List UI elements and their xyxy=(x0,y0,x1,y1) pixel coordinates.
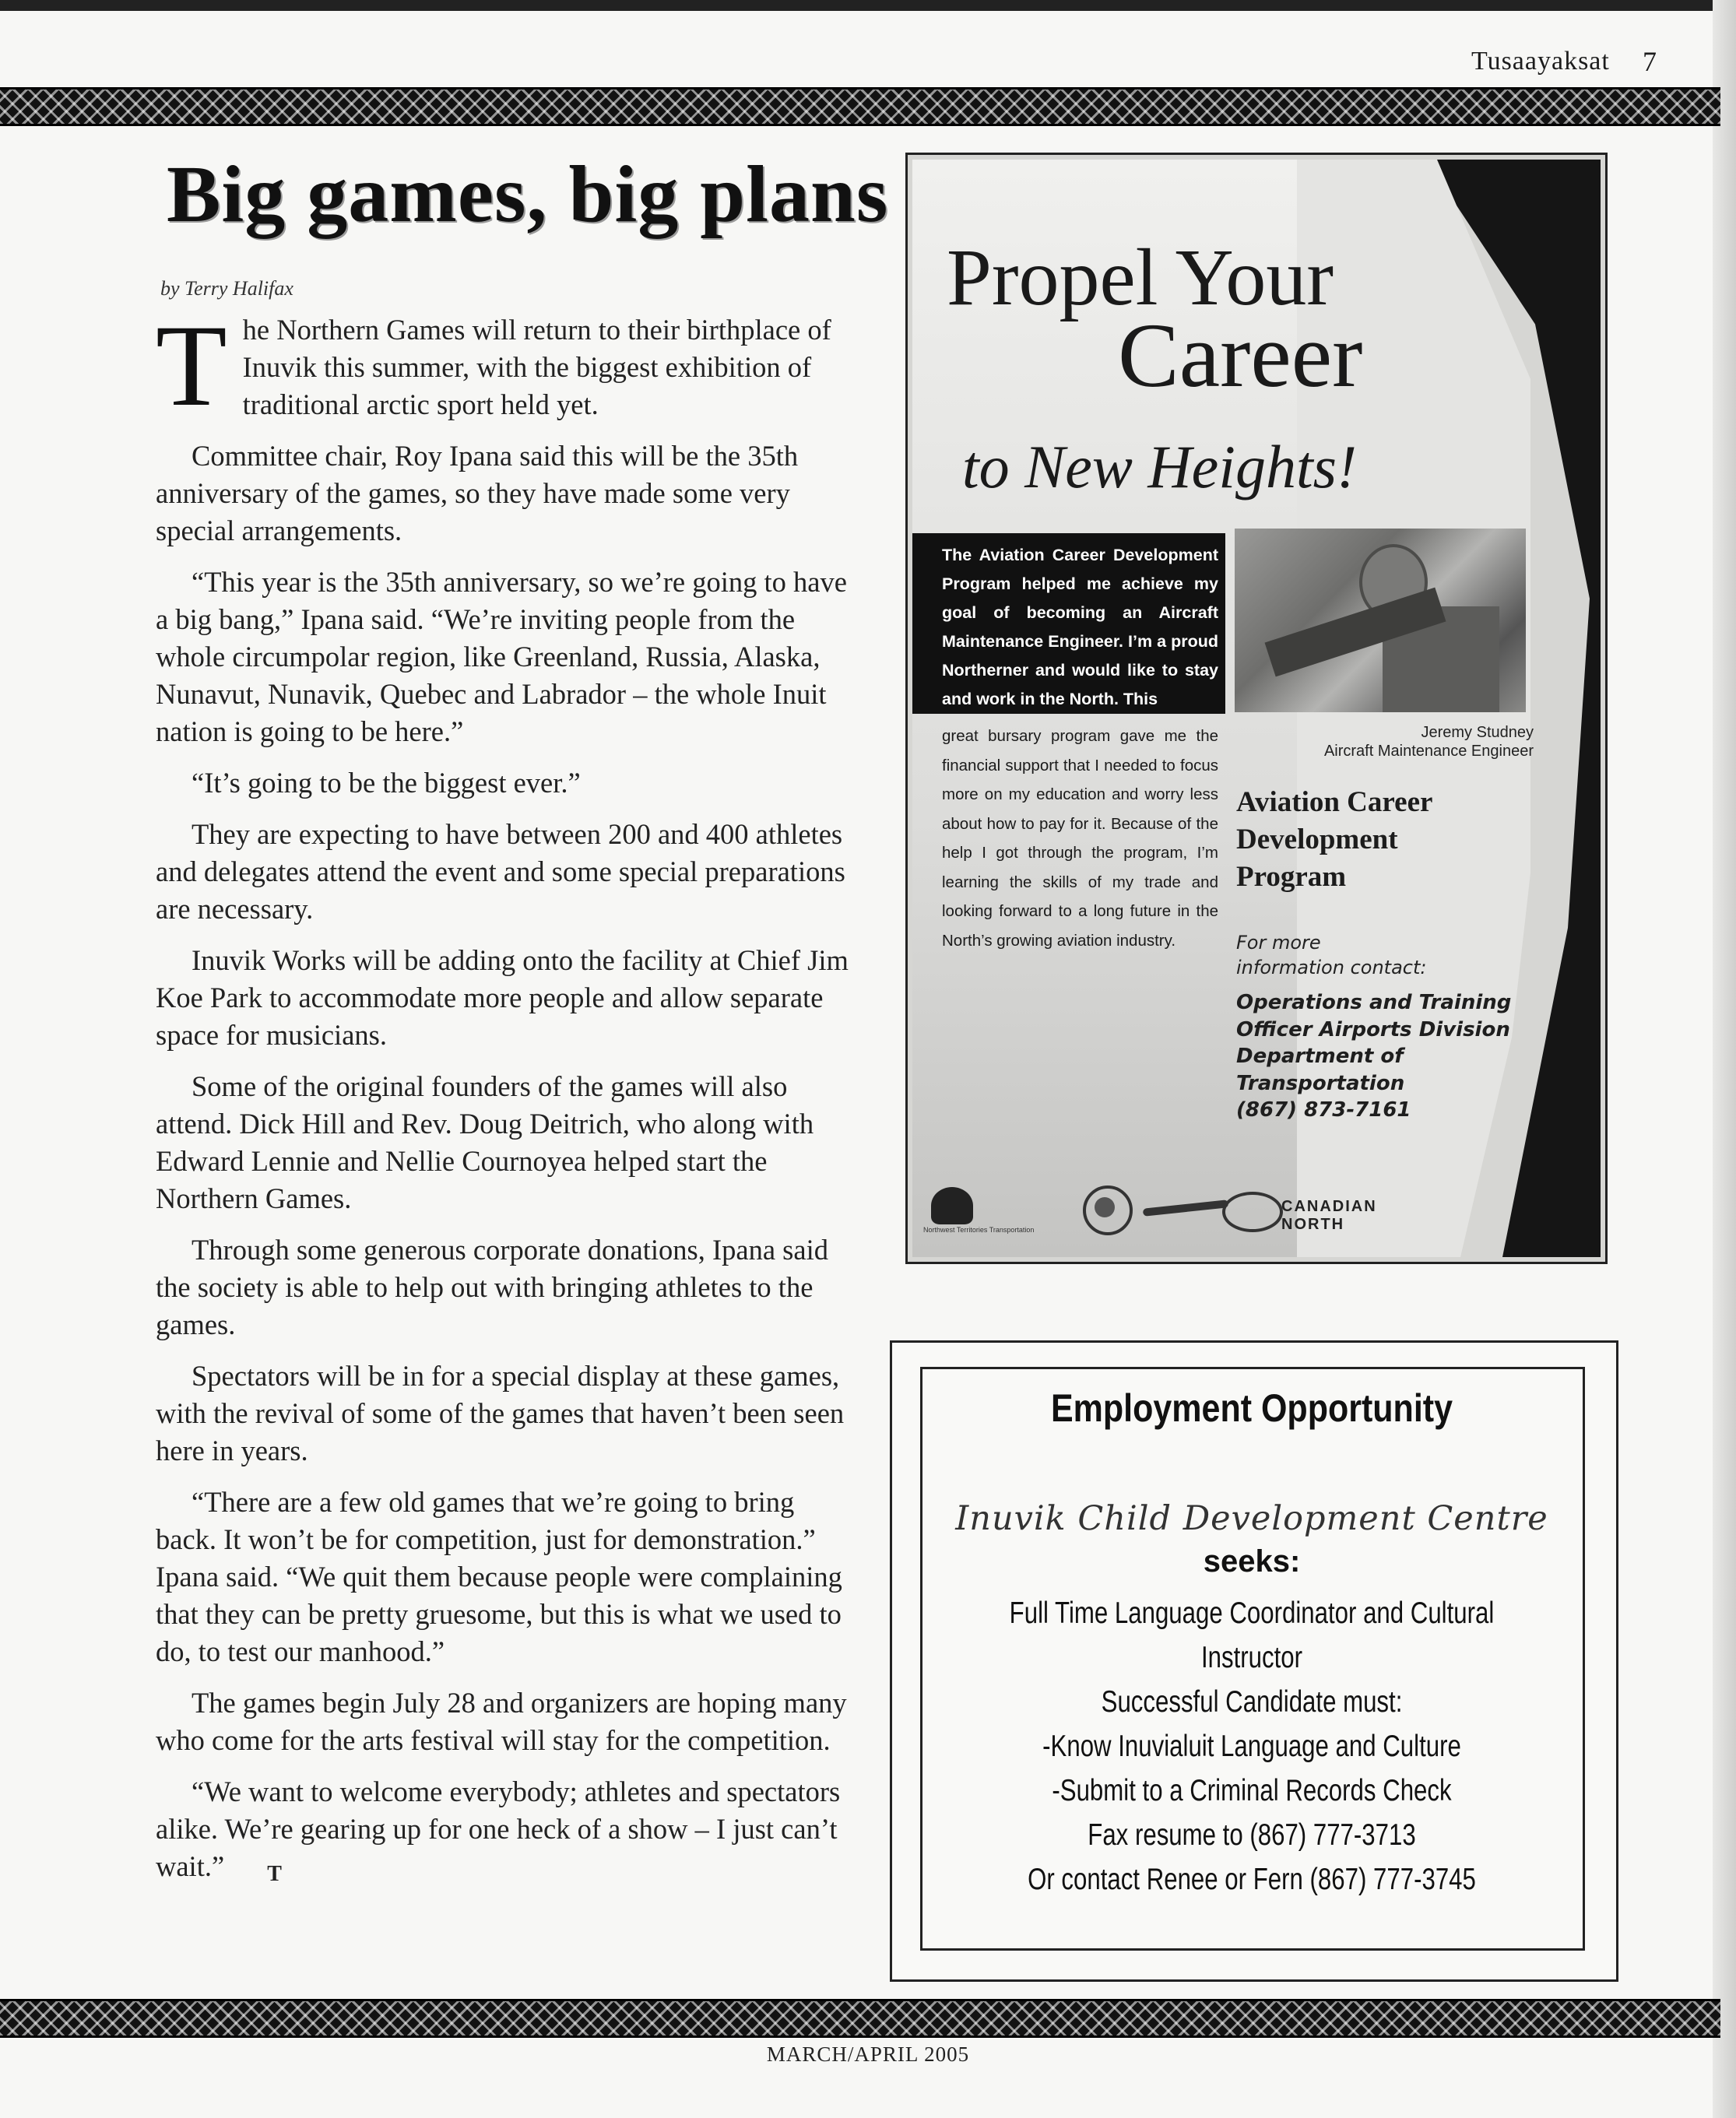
job-title: Full Time Language Coordinator and Cultural Instructor xyxy=(1009,1596,1495,1674)
mechanic-photo xyxy=(1235,529,1526,712)
sponsor-logos xyxy=(923,1179,1437,1245)
page-edge xyxy=(1713,0,1736,2118)
program-line: Aviation Career xyxy=(1236,786,1433,818)
article-headline: Big games, big plans xyxy=(167,149,889,239)
article-paragraph: Some of the original founders of the games will also attend. Dick Hill and Rev. Doug Deitrich, who along with Edward Lennie and Nellie Cournoyea helped start the Northern Games. xyxy=(156,1070,814,1214)
requirement-item: -Submit to a Criminal Records Check xyxy=(1052,1774,1452,1807)
employment-details xyxy=(923,1591,1580,1902)
person-title: Aircraft Maintenance Engineer xyxy=(1323,743,1534,760)
swoosh-logo-icon xyxy=(1143,1199,1228,1216)
issue-date: MARCH/APRIL 2005 xyxy=(766,2042,970,2066)
article-paragraph: The games begin July 28 and organizers are hoping many who come for the arts festival will stay for the competition. xyxy=(156,1687,847,1756)
article-paragraph-final xyxy=(156,1773,856,1891)
seal-center-icon xyxy=(1095,1197,1115,1217)
article-paragraph: They are expecting to have between 200 and 400 athletes and delegates attend the event and some special preparations are necessary. xyxy=(156,818,845,925)
person-name: Jeremy Studney xyxy=(1421,724,1534,741)
contact-line: Operations and Training xyxy=(1236,991,1512,1014)
article-paragraph: “This year is the 35th anniversary, so we’re going to have a big bang,” Ipana said. “We’re inviting people from the whole circumpolar region, like Greenland, Russia, Alaska, Nunavut, Nunavik, Quebec and Labrador – the whole Inuit nation is going to be here.” xyxy=(156,566,847,747)
program-line: Development xyxy=(1236,824,1398,855)
contact-block xyxy=(1236,989,1511,1124)
employer-name: Inuvik Child Development Centre xyxy=(955,1499,1548,1538)
requirements-heading: Successful Candidate must: xyxy=(1101,1685,1403,1719)
article-paragraph: Through some generous corporate donations, Ipana said the society is able to help out with bringing athletes to the games. xyxy=(156,1234,828,1340)
employment-title: Employment Opportunity xyxy=(1051,1386,1453,1430)
bottom-pattern-band xyxy=(0,1999,1720,2038)
article-paragraph: Inuvik Works will be adding onto the facility at Chief Jim Koe Park to accommodate more people and allow separate space for musicians. xyxy=(156,944,849,1051)
contact-phone: (867) 873-7161 xyxy=(1236,1098,1411,1122)
more-info-line: information contact: xyxy=(1236,957,1427,978)
ad-title-line3: to New Heights! xyxy=(962,433,1357,501)
article-paragraph: Committee chair, Roy Ipana said this will be the 35th anniversary of the games, so they have made some very special arrangements. xyxy=(156,440,799,546)
article-paragraph: “There are a few old games that we’re going to bring back. It won’t be for competition, just for demonstration.” Ipana said. “We quit them because people were complaining that they can be pretty gruesome, but this is what we used to do, to test our manhood.” xyxy=(156,1486,842,1667)
contact-line: Officer Airports Division xyxy=(1236,1017,1510,1041)
top-rule xyxy=(0,0,1736,11)
ad-title-line2: Career xyxy=(1118,304,1363,406)
airline-logo-text: CANADIAN NORTH xyxy=(1281,1198,1377,1233)
lead-text: he Northern Games will return to their birthplace of Inuvik this summer, with the biggest exhibition of traditional arctic sport held yet. xyxy=(242,314,831,420)
more-info-label xyxy=(1236,930,1426,980)
running-head: Tusaayaksat xyxy=(1471,47,1610,76)
article-paragraph: Spectators will be in for a special display at these games, with the revival of some of the games that haven’t been seen here in years. xyxy=(156,1360,845,1466)
program-line: Program xyxy=(1236,861,1347,893)
contact-line: Department of xyxy=(1236,1045,1404,1068)
article-byline: by Terry Halifax xyxy=(160,277,293,300)
fax-line: Fax resume to (867) 777-3713 xyxy=(1088,1818,1416,1852)
top-pattern-band xyxy=(0,87,1720,126)
page-number: 7 xyxy=(1643,46,1657,77)
article-lead-paragraph xyxy=(156,301,856,430)
oval-logo-icon xyxy=(1222,1192,1283,1232)
person-caption xyxy=(1235,723,1534,760)
ad-title-line1: Propel Your xyxy=(947,233,1334,322)
aviation-ad xyxy=(905,153,1608,1264)
drop-cap: T xyxy=(156,301,227,430)
requirement-item: -Know Inuvialuit Language and Culture xyxy=(1042,1730,1461,1763)
contact-line: Transportation xyxy=(1236,1071,1405,1095)
article-body xyxy=(156,301,856,1905)
end-mark-icon: T xyxy=(267,1862,282,1886)
gnwt-logo-text: Northwest Territories Transportation xyxy=(923,1226,1035,1234)
quote-continued: great bursary program gave me the financial support that I needed to focus more on my education and worry less about how to pay for it. Because of the help I got through the program, I’m learning the skills of my trade and looking forward to a long future in the North’s growing aviation industry. xyxy=(942,727,1218,950)
more-info-line: For more xyxy=(1236,932,1321,954)
final-text: “We want to welcome everybody; athletes and spectators alike. We’re gearing up for one heck of a show – I just can’t wait.” xyxy=(156,1776,841,1882)
contact-line: Or contact Renee or Fern (867) 777-3745 xyxy=(1028,1863,1476,1896)
seeks-label: seeks: xyxy=(1203,1544,1301,1579)
quote-highlight: The Aviation Career Development Program helped me achieve my goal of becoming an Aircraft Maintenance Engineer. I’m a proud Northerner and would like to stay and work in the North. This xyxy=(942,546,1218,708)
polar-bear-logo-icon xyxy=(931,1187,973,1224)
article-paragraph: “It’s going to be the biggest ever.” xyxy=(192,767,581,799)
program-name xyxy=(1236,784,1432,896)
